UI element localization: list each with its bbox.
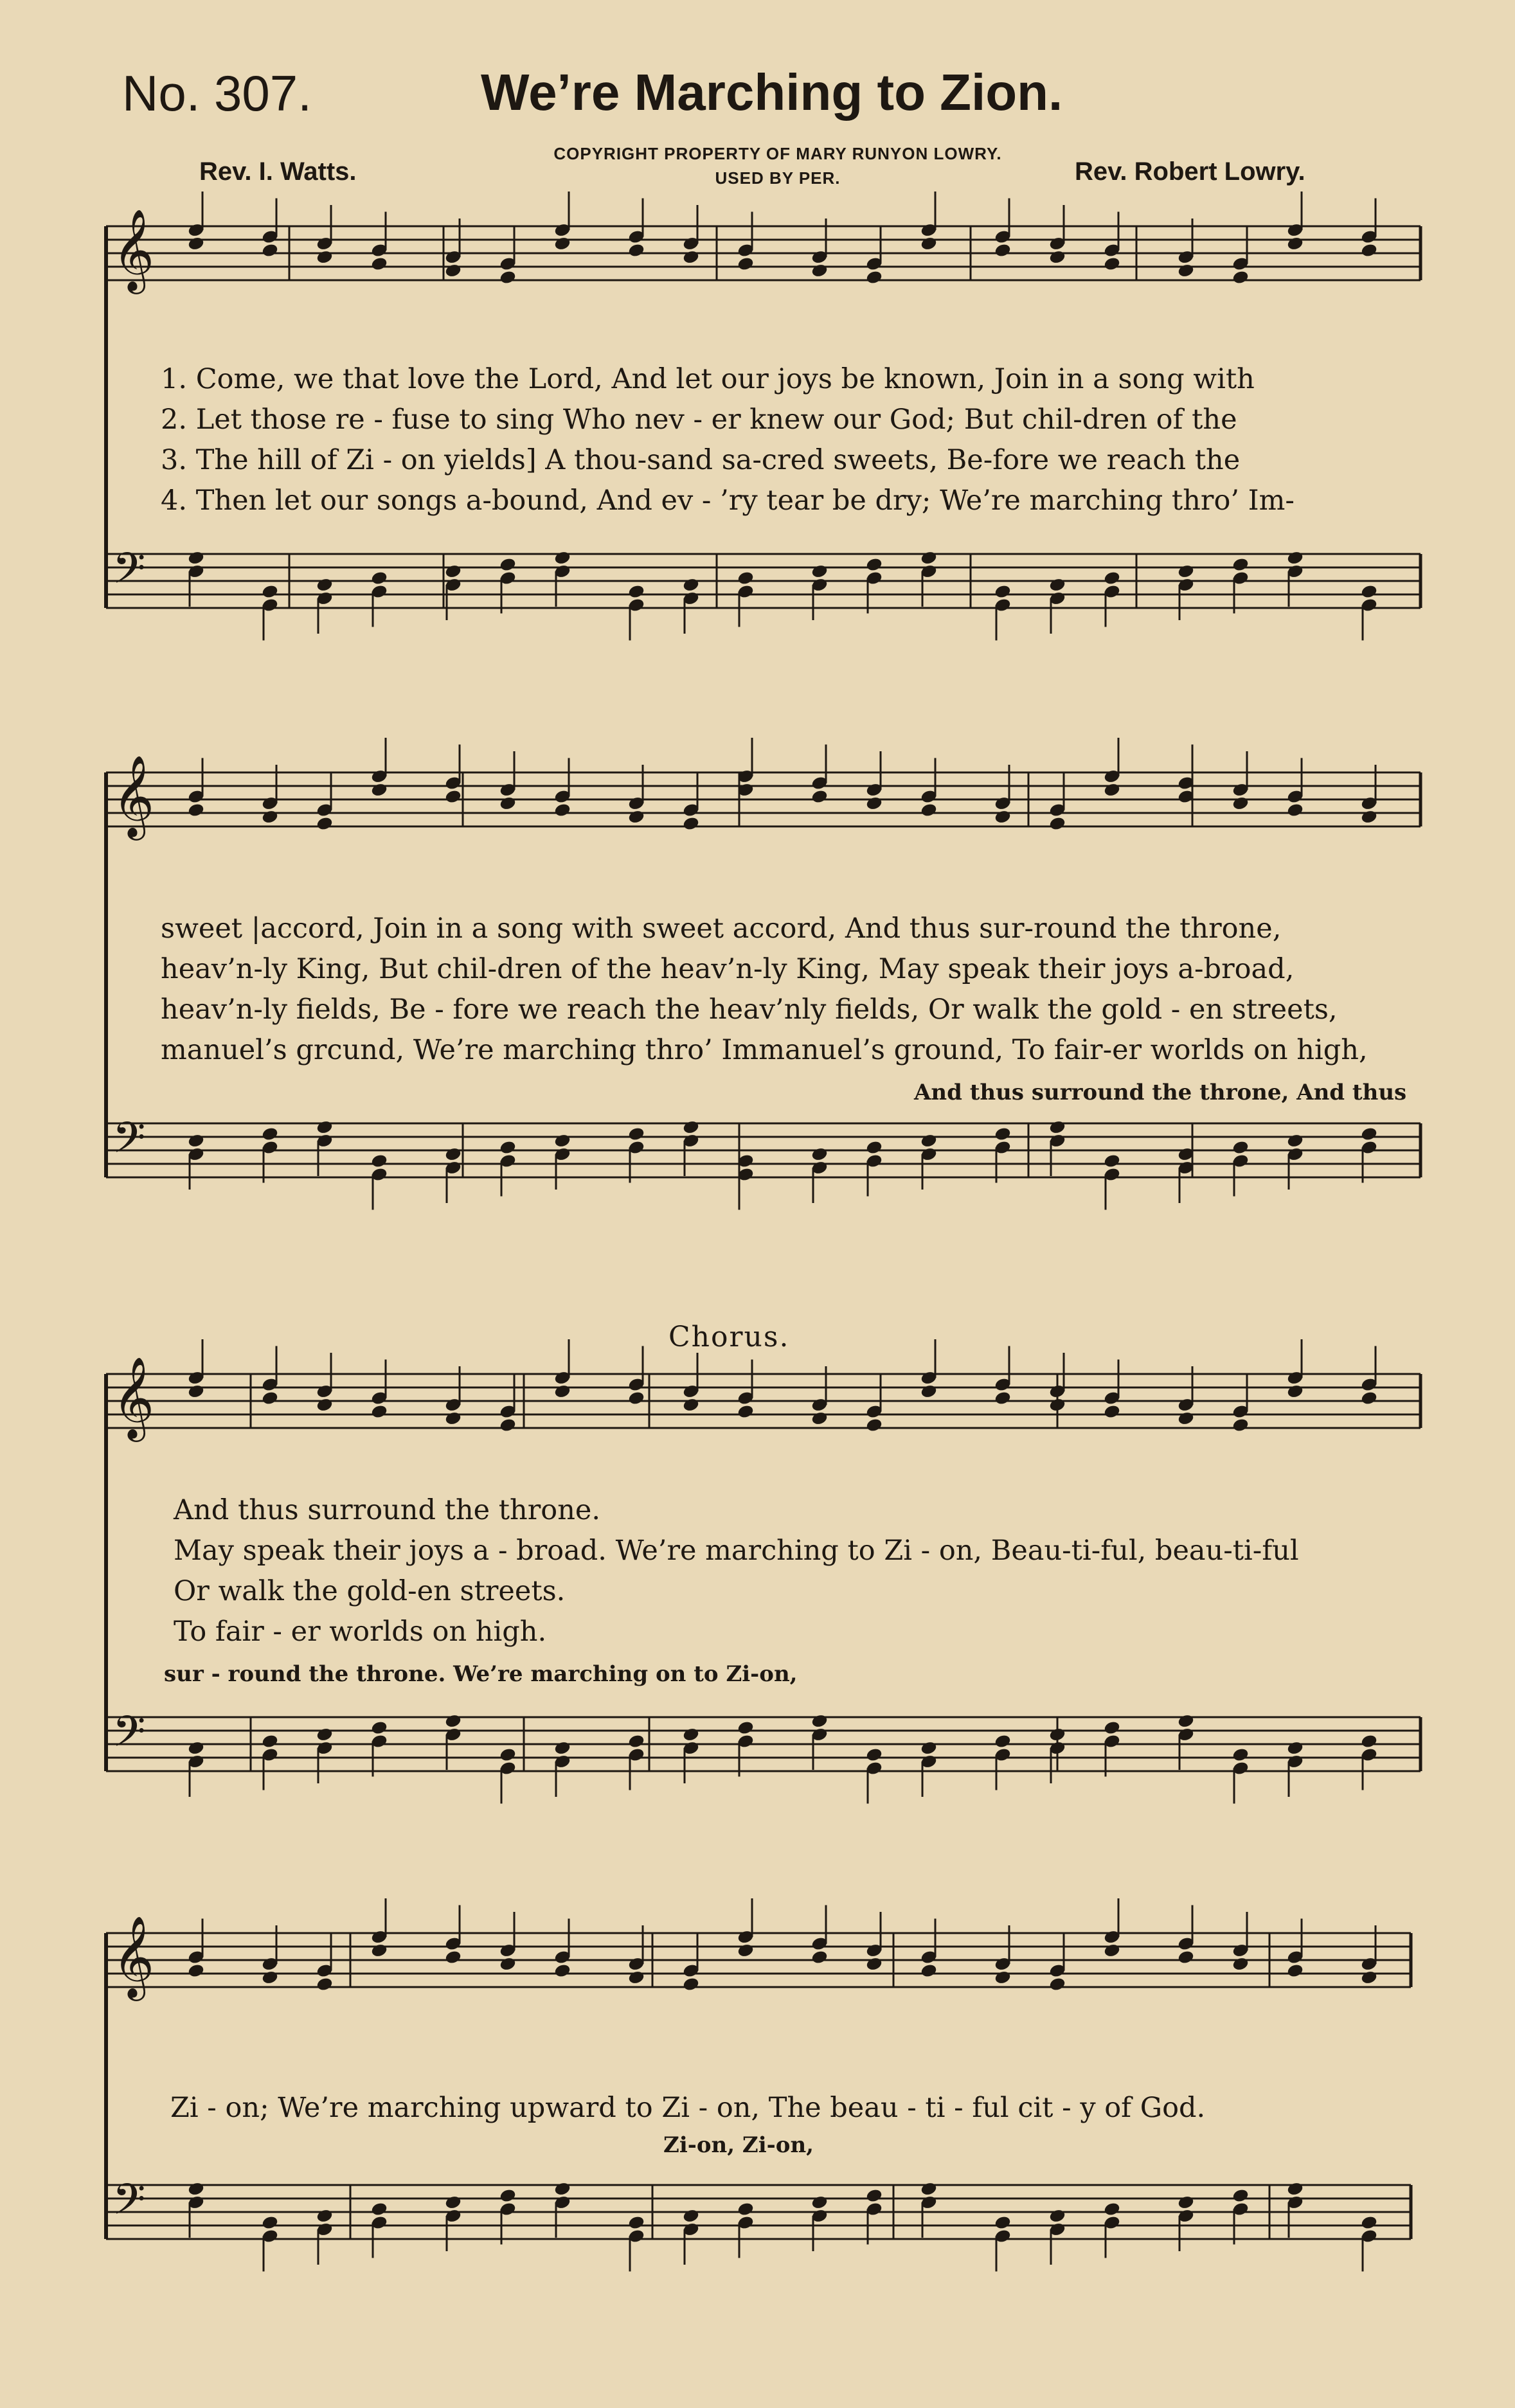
note-head (1049, 1398, 1066, 1413)
note-head (994, 243, 1011, 258)
note-head (1287, 1741, 1304, 1756)
note-head (262, 584, 278, 599)
note-head (554, 1384, 571, 1399)
note-head (1287, 1134, 1304, 1148)
note-head (499, 1957, 516, 1972)
note-head (628, 243, 645, 258)
note-head (994, 2215, 1011, 2230)
note-head (316, 578, 333, 593)
note-head (262, 243, 278, 258)
bass-clef: 𝄢 (112, 544, 146, 603)
note-head (499, 557, 516, 572)
note-head (188, 236, 204, 251)
note-head (316, 1977, 333, 1992)
bass-alt-lyric: sur - round the throne. We’re marching on to Zi-on, (164, 1661, 798, 1687)
note-head (371, 783, 388, 798)
note-head (1178, 1411, 1194, 1426)
note-head (1287, 1384, 1304, 1399)
note-head (628, 1970, 645, 1985)
note-head (554, 236, 571, 251)
lyric-verse-2: heav’n-ly King, But chil-dren of the heav’n-ly King, May speak their joys a-broad, (161, 953, 1295, 985)
bass-clef: 𝄢 (112, 2175, 146, 2234)
note-head (1361, 243, 1377, 258)
note-head (1287, 2182, 1304, 2197)
lyric-verse-1: sweet |accord, Join in a song with sweet accord, And thus sur-round the throne, (161, 913, 1282, 945)
note-head (262, 810, 278, 825)
note-head (445, 789, 462, 804)
note-head (499, 2188, 516, 2203)
note-head (737, 256, 754, 271)
note-head (499, 1418, 516, 1432)
note-head (554, 2182, 571, 2197)
lyric-verse-4: 4. Then let our songs a-bound, And ev - ’ry tear be dry; We’re marching thro’ Im- (161, 485, 1295, 517)
lyric-verse-4: manuel’s grcund, We’re marching thro’ Immanuel’s ground, To fair-er worlds on high, (161, 1034, 1368, 1066)
note-head (1178, 1950, 1194, 1965)
note-head (499, 1140, 516, 1155)
note-head (1361, 1391, 1377, 1405)
note-head (628, 1127, 645, 1141)
note-head (994, 584, 1011, 599)
note-head (1232, 1747, 1249, 1762)
note-head (1232, 270, 1249, 285)
note-head (188, 551, 204, 566)
note-head (811, 1950, 828, 1965)
note-head (683, 1120, 699, 1135)
note-head (1049, 1977, 1066, 1992)
note-head (737, 2202, 754, 2216)
note-head (683, 1398, 699, 1413)
note-head (316, 250, 333, 265)
note-head (1104, 1154, 1120, 1168)
note-head (1361, 1734, 1377, 1749)
note-head (1232, 1957, 1249, 1972)
note-head (866, 1418, 883, 1432)
note-head (683, 1977, 699, 1992)
note-head (920, 1134, 937, 1148)
note-head (445, 2195, 462, 2210)
note-head (920, 1741, 937, 1756)
note-head (628, 2215, 645, 2230)
note-head (316, 1398, 333, 1413)
note-head (188, 1963, 204, 1978)
bass-alt-lyric: And thus surround the throne, And thus (914, 1080, 1407, 1105)
note-head (920, 551, 937, 566)
note-head (1232, 1140, 1249, 1155)
note-head (1287, 1963, 1304, 1978)
note-head (554, 551, 571, 566)
note-head (920, 1963, 937, 1978)
note-head (554, 1963, 571, 1978)
note-head (371, 1720, 388, 1735)
note-head (683, 578, 699, 593)
note-head (1178, 263, 1194, 278)
note-head (1178, 1714, 1194, 1729)
note-head (866, 1957, 883, 1972)
note-head (371, 1404, 388, 1419)
note-head (737, 1720, 754, 1735)
note-head (1104, 1404, 1120, 1419)
note-head (1049, 578, 1066, 593)
note-head (1178, 564, 1194, 579)
note-head (866, 2188, 883, 2203)
note-head (371, 256, 388, 271)
note-head (1104, 571, 1120, 585)
note-head (811, 1411, 828, 1426)
note-head (445, 1147, 462, 1162)
note-head (1287, 803, 1304, 817)
note-head (811, 564, 828, 579)
note-head (994, 810, 1011, 825)
note-head (554, 803, 571, 817)
lyric-verse-1: Zi - on; We’re marching upward to Zi - on, The beau - ti - ful cit - y of God. (170, 2092, 1206, 2124)
note-head (920, 1384, 937, 1399)
note-head (499, 270, 516, 285)
note-head (316, 1727, 333, 1742)
note-head (811, 1714, 828, 1729)
note-head (683, 816, 699, 831)
note-head (188, 1741, 204, 1756)
note-head (262, 2215, 278, 2230)
note-head (811, 1147, 828, 1162)
lyric-verse-3: Or walk the gold-en streets. (174, 1575, 566, 1607)
lyric-verse-3: 3. The hill of Zi - on yields] A thou-sand sa-cred sweets, Be-fore we reach the (161, 444, 1241, 476)
note-head (920, 803, 937, 817)
note-head (811, 789, 828, 804)
note-head (1232, 1418, 1249, 1432)
note-head (1049, 1120, 1066, 1135)
note-head (737, 571, 754, 585)
note-head (866, 1747, 883, 1762)
note-head (628, 810, 645, 825)
note-head (371, 2202, 388, 2216)
note-head (811, 2195, 828, 2210)
note-head (866, 796, 883, 811)
note-head (371, 1154, 388, 1168)
note-head (262, 1970, 278, 1985)
note-head (1232, 557, 1249, 572)
note-head (1049, 2209, 1066, 2224)
note-head (737, 1943, 754, 1958)
note-head (920, 236, 937, 251)
note-head (1361, 1127, 1377, 1141)
copyright-notice (495, 141, 1061, 190)
note-head (1361, 2215, 1377, 2230)
note-head (1287, 236, 1304, 251)
note-head (445, 1411, 462, 1426)
note-head (1232, 796, 1249, 811)
note-head (554, 1741, 571, 1756)
note-head (994, 1391, 1011, 1405)
note-head (683, 2209, 699, 2224)
note-head (499, 1747, 516, 1762)
note-head (1049, 816, 1066, 831)
lyric-verse-1: And thus surround the throne. (174, 1494, 601, 1526)
note-head (994, 1127, 1011, 1141)
treble-clef: 𝄞 (112, 1915, 155, 1997)
copyright-line: USED BY PER. (715, 168, 841, 188)
note-head (371, 571, 388, 585)
copyright-line: COPYRIGHT PROPERTY OF MARY RUNYON LOWRY. (553, 144, 1002, 163)
note-head (188, 803, 204, 817)
note-head (866, 557, 883, 572)
note-head (554, 1134, 571, 1148)
bass-clef: 𝄢 (112, 1707, 146, 1767)
bass-alt-lyric: Zi-on, Zi-on, (663, 2132, 814, 2158)
bass-clef: 𝄢 (112, 1113, 146, 1173)
note-head (1104, 2202, 1120, 2216)
note-head (1104, 1720, 1120, 1735)
note-head (371, 1943, 388, 1958)
note-head (262, 1391, 278, 1405)
note-head (811, 263, 828, 278)
chorus-label: Chorus. (668, 1321, 790, 1353)
note-head (1104, 1943, 1120, 1958)
note-head (994, 1970, 1011, 1985)
note-head (628, 1734, 645, 1749)
note-head (445, 263, 462, 278)
note-head (866, 270, 883, 285)
note-head (188, 2182, 204, 2197)
note-head (316, 1120, 333, 1135)
note-head (499, 796, 516, 811)
note-head (262, 1127, 278, 1141)
note-head (994, 1734, 1011, 1749)
note-head (683, 1727, 699, 1742)
note-head (1104, 256, 1120, 271)
note-head (1361, 1970, 1377, 1985)
note-head (920, 2182, 937, 2197)
note-head (1361, 810, 1377, 825)
note-head (188, 1134, 204, 1148)
note-head (866, 1140, 883, 1155)
note-head (628, 1391, 645, 1405)
lyricist-credit: Rev. I. Watts. (199, 157, 357, 186)
note-head (445, 564, 462, 579)
treble-clef: 𝄞 (112, 208, 155, 290)
note-head (445, 1714, 462, 1729)
lyric-verse-4: To fair - er worlds on high. (174, 1616, 547, 1648)
hymn-number: No. 307. (122, 65, 312, 121)
note-head (316, 2209, 333, 2224)
note-head (262, 1734, 278, 1749)
lyric-verse-3: heav’n-ly fields, Be - fore we reach the heav’nly fields, Or walk the gold - en streets, (161, 994, 1338, 1026)
note-head (316, 816, 333, 831)
note-head (188, 1384, 204, 1399)
note-head (1049, 250, 1066, 265)
hymn-title: We’re Marching to Zion. (481, 64, 1063, 121)
composer-credit: Rev. Robert Lowry. (1075, 157, 1305, 186)
lyric-verse-1: 1. Come, we that love the Lord, And let our joys be known, Join in a song with (161, 363, 1255, 395)
note-head (445, 1950, 462, 1965)
note-head (1178, 2195, 1194, 2210)
note-head (737, 1404, 754, 1419)
note-head (1104, 783, 1120, 798)
note-head (1287, 551, 1304, 566)
lyric-verse-2: May speak their joys a - broad. We’re marching to Zi - on, Beau-ti-ful, beau-ti-ful (174, 1535, 1299, 1567)
note-head (683, 250, 699, 265)
treble-clef: 𝄞 (112, 1356, 155, 1438)
note-head (1232, 2188, 1249, 2203)
treble-clef: 𝄞 (112, 754, 155, 837)
lyric-verse-2: 2. Let those re - fuse to sing Who nev - er knew our God; But chil-dren of the (161, 404, 1237, 436)
note-head (628, 584, 645, 599)
note-head (1049, 1727, 1066, 1742)
note-head (1361, 584, 1377, 599)
